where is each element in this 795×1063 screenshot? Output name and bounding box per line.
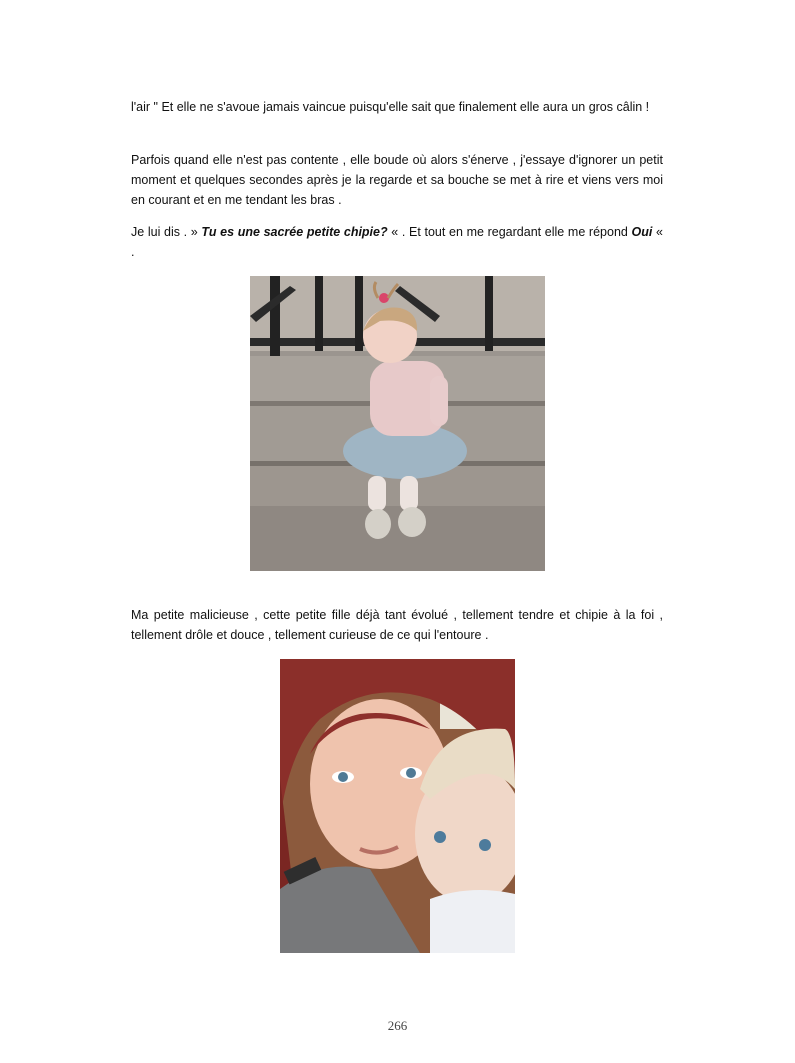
paragraph-3-text-1: Je lui dis . » [131, 225, 202, 239]
page-number: 266 [387, 1018, 408, 1033]
photo-mother-and-baby [280, 659, 515, 953]
paragraph-3-text-3: « . [131, 225, 663, 259]
photo-toddler-on-steps [250, 276, 545, 571]
paragraph-3 [131, 222, 663, 262]
paragraph-1: l'air " Et elle ne s'avoue jamais vaincue puisqu'elle sait que finalement elle aura un gros câlin ! [131, 100, 650, 114]
paragraph-3-emphasis-1: Tu es une sacrée petite chipie? [201, 225, 388, 239]
paragraph-3-text-2: « . Et tout en me regardant elle me répond [387, 225, 632, 239]
paragraph-3-emphasis-2: Oui [631, 225, 653, 239]
paragraph-4: Ma petite malicieuse , cette petite fille déjà tant évolué , tellement tendre et chipie à la foi , tellement drôle et douce , tellement curieuse de ce qui l'entoure . [131, 608, 663, 642]
paragraph-2: Parfois quand elle n'est pas contente , elle boude où alors s'énerve , j'essaye d'ignorer un petit moment et quelques secondes après je la regarde et sa bouche se met à rire et viens vers moi en courant et en me tendant les bras . [131, 153, 663, 207]
